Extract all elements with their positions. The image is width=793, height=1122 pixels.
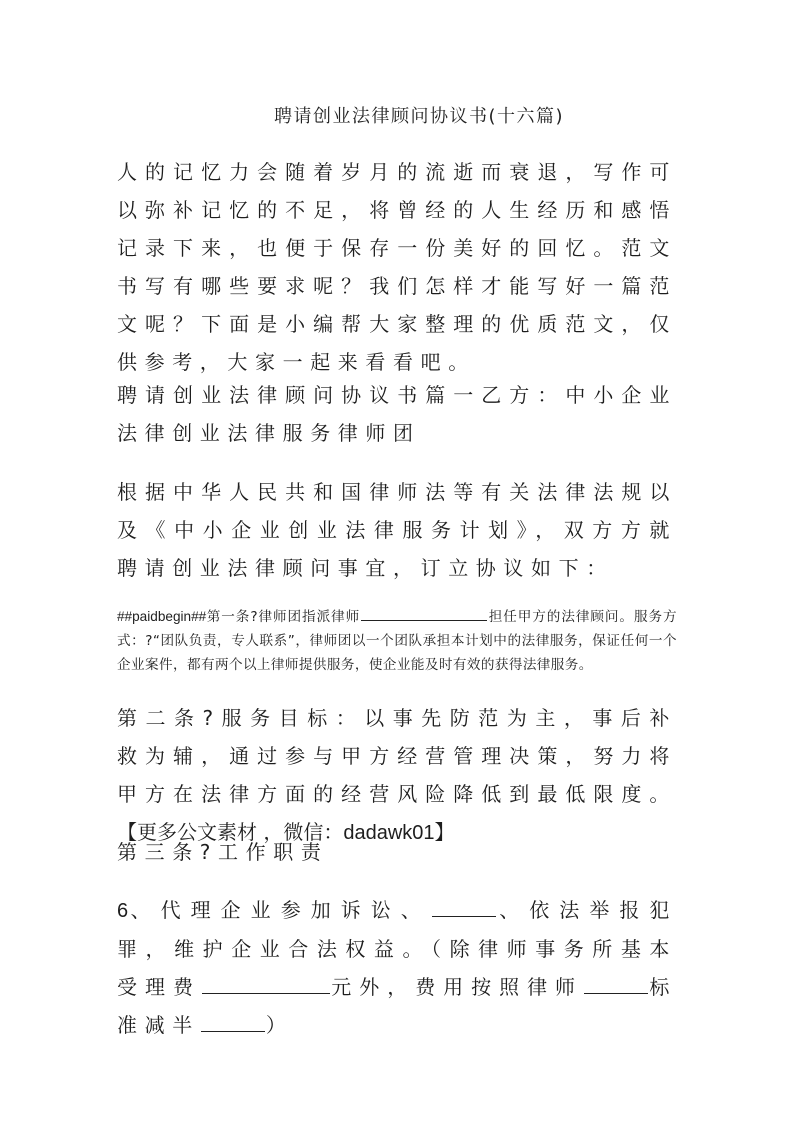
article1-text-after: 担任甲方的法律顾问。服务方式：?“团队负责，专人联系”，律师团以一个团队承担本计划中的法律服务，保证任何一个企业案件，都有两个以上律师提供服务，使企业能及时有效的获得法律服务。 bbox=[117, 609, 677, 673]
document-title: 聘请创业法律顾问协议书(十六篇) bbox=[273, 106, 565, 127]
fee-blank[interactable] bbox=[202, 973, 330, 994]
article2-text: 第二条?服务目标：以事先防范为主，事后补救为辅，通过参与甲方经营管理决策，努力将甲方在法律方面的经营风险降低到最低限度。 bbox=[117, 706, 677, 806]
item6-part5: ） bbox=[265, 1013, 294, 1037]
reduction-blank[interactable] bbox=[201, 1011, 265, 1032]
paid-marker: ##paidbegin## bbox=[117, 609, 207, 624]
item6-part4: 标准减半 bbox=[117, 975, 678, 1037]
intro-paragraph: 人的记忆力会随着岁月的流逝而衰退，写作可以弥补记忆的不足，将曾经的人生经历和感悟记录下来，也便于保存一份美好的回忆。范文书写有哪些要求呢？我们怎样才能写好一篇范文呢？下面是小编帮大家整理的优质范文，仅供参考，大家一起来看看吧。 bbox=[117, 160, 677, 374]
item6-number: 6 bbox=[117, 900, 129, 922]
lawyer-name-blank[interactable] bbox=[361, 608, 487, 621]
item6-paragraph bbox=[117, 891, 677, 1044]
standard-blank[interactable] bbox=[584, 973, 648, 994]
item6-part2: 、依法举报犯罪，维护企业合法权益。（除律师事务所基本受理费 bbox=[117, 898, 677, 999]
article1-paragraph bbox=[117, 605, 677, 677]
blank-1[interactable] bbox=[432, 896, 496, 917]
promo-id: dadawk01 bbox=[343, 822, 435, 844]
section-heading: 聘请创业法律顾问协议书篇一乙方：中小企业法律创业法律服务律师团 bbox=[117, 383, 677, 445]
preamble-paragraph: 根据中华人民共和国律师法等有关法律法规以及《中小企业创业法律服务计划》，双方方就聘请创业法律顾问事宜，订立协议如下： bbox=[117, 480, 677, 580]
promo-close: 】 bbox=[434, 820, 455, 844]
article3-heading: 第三条?工作职责 bbox=[117, 840, 329, 864]
article2-paragraph bbox=[117, 699, 677, 852]
article1-text-before: 第一条?律师团指派律师 bbox=[206, 609, 361, 625]
promo-open: 【更多公文素材 ，微信： bbox=[117, 820, 344, 844]
item6-part1: 、代理企业参加诉讼、 bbox=[128, 898, 431, 922]
item6-part3: 元外，费用按照律师 bbox=[330, 975, 584, 999]
